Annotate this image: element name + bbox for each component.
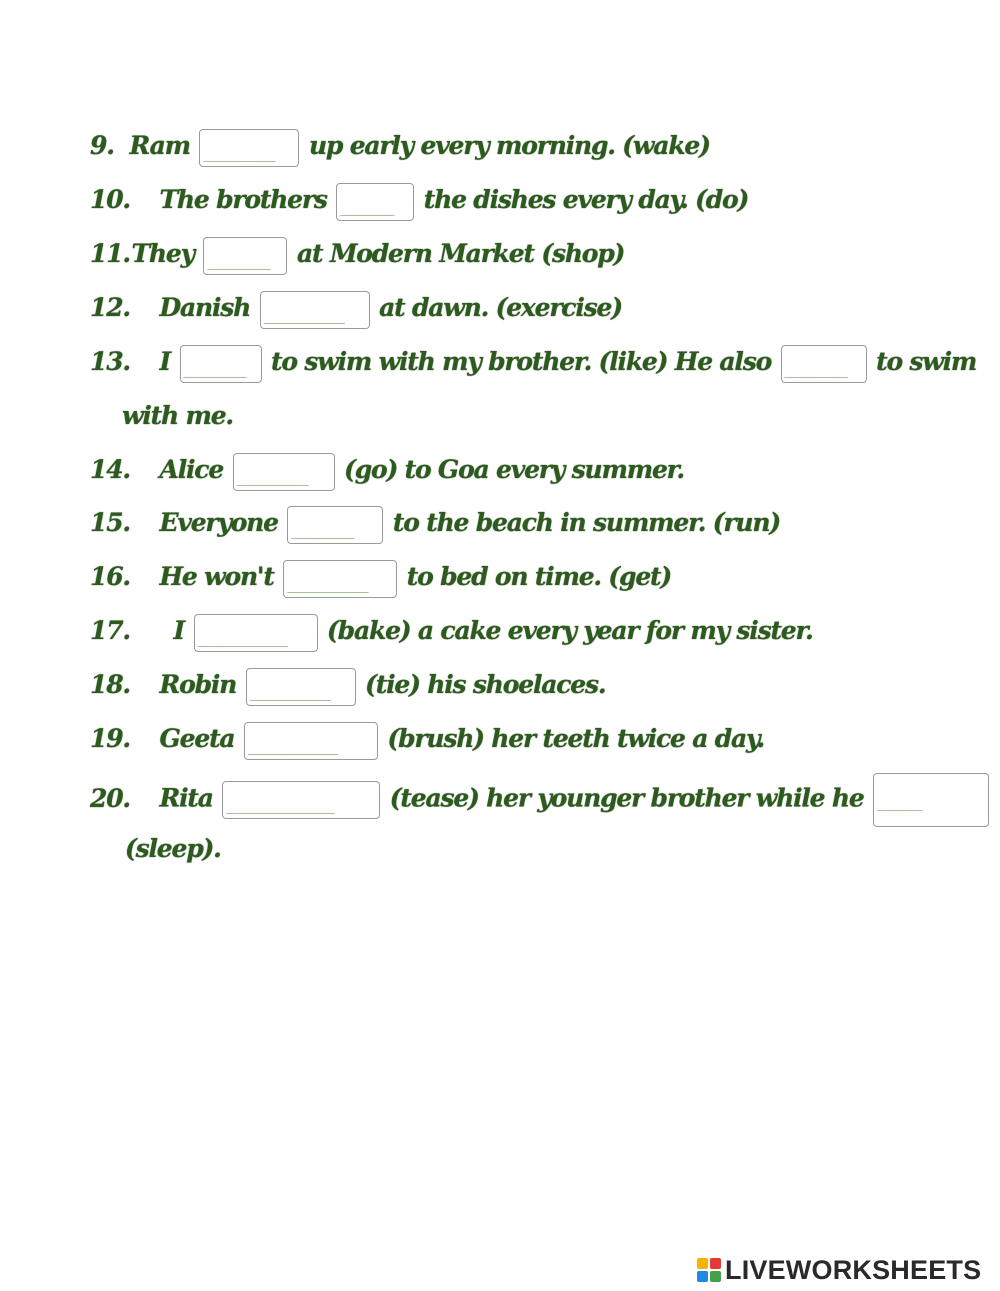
logo-square: [697, 1258, 708, 1269]
logo-square: [697, 1271, 708, 1282]
exercise-18: [90, 665, 605, 705]
exercise-text: to the beach in summer. (run): [392, 508, 780, 537]
exercise-text: (bake) a cake every year for my sister.: [327, 616, 813, 645]
exercise-text: I: [159, 347, 171, 376]
answer-input[interactable]: _________: [283, 560, 397, 598]
exercise-text: the dishes every day. (do): [423, 185, 749, 214]
exercise-text: to swim: [876, 347, 977, 376]
exercise-number: 16.: [90, 562, 130, 591]
answer-input[interactable]: ______: [336, 183, 414, 221]
answer-input[interactable]: _______: [287, 506, 383, 544]
exercise-text: to bed on time. (get): [406, 562, 672, 591]
exercise-text: I: [173, 616, 185, 645]
exercise-number: 13.: [90, 347, 130, 376]
exercise-9: [90, 126, 710, 166]
exercise-text: Rita: [159, 783, 213, 813]
exercise-number: 19.: [90, 724, 130, 753]
answer-input[interactable]: _______: [203, 237, 287, 275]
answer-input[interactable]: __________: [194, 614, 318, 652]
exercise-number: 17.: [90, 616, 130, 645]
exercise-13-continued: [122, 396, 233, 436]
logo-square: [710, 1271, 721, 1282]
exercise-text: Geeta: [159, 724, 235, 753]
exercise-text: The brothers: [159, 185, 327, 214]
exercise-text: (tease) her younger brother while he: [389, 783, 864, 813]
exercise-number: 9.: [90, 131, 114, 160]
exercise-text: up early every morning. (wake): [308, 131, 710, 160]
exercise-text: (sleep).: [125, 834, 221, 863]
exercise-12: [90, 288, 622, 328]
liveworksheets-logo-icon: [697, 1258, 721, 1282]
exercise-text: at Modern Market (shop): [296, 239, 625, 268]
exercise-number: 18.: [90, 670, 130, 699]
logo-text: LIVEWORKSHEETS: [725, 1254, 982, 1285]
answer-input[interactable]: ________: [233, 453, 335, 491]
answer-input[interactable]: __________: [244, 722, 378, 760]
exercise-text: Robin: [159, 670, 237, 699]
exercise-20-continued: [125, 829, 221, 869]
exercise-text: at dawn. (exercise): [379, 293, 622, 322]
exercise-number: 15.: [90, 508, 130, 537]
exercise-number: 14.: [90, 455, 130, 484]
exercise-text: (brush) her teeth twice a day.: [387, 724, 764, 753]
answer-input[interactable]: _________: [260, 291, 370, 329]
exercise-number: 12.: [90, 293, 130, 322]
exercise-text: Danish: [159, 293, 251, 322]
exercise-20: [90, 773, 991, 813]
exercise-text: (tie) his shoelaces.: [365, 670, 606, 699]
answer-input[interactable]: _________: [246, 668, 356, 706]
exercise-11: [90, 234, 624, 274]
exercise-13: [90, 342, 976, 382]
exercise-15: [90, 503, 780, 543]
liveworksheets-logo[interactable]: [697, 1255, 981, 1285]
exercise-19: [90, 719, 764, 759]
exercise-10: [90, 180, 748, 220]
exercise-text: They: [131, 239, 194, 268]
exercise-number: 10.: [90, 185, 130, 214]
exercise-16: [90, 557, 671, 597]
answer-input[interactable]: _______: [781, 345, 867, 383]
exercise-text: with me.: [122, 401, 233, 430]
exercise-text: He won't: [159, 562, 274, 591]
answer-input[interactable]: _______: [180, 345, 262, 383]
exercise-text: (go) to Goa every summer.: [344, 455, 684, 484]
exercise-number: 11.: [90, 239, 130, 268]
exercise-text: Alice: [159, 455, 224, 484]
exercise-14: [90, 450, 684, 490]
answer-input[interactable]: _____: [873, 773, 989, 827]
logo-square: [710, 1258, 721, 1269]
answer-input[interactable]: ________: [199, 129, 299, 167]
exercise-text: Ram: [129, 131, 190, 160]
exercise-17: [90, 611, 813, 651]
exercise-number: 20.: [90, 783, 130, 813]
exercise-text: to swim with my brother. (like) He also: [271, 347, 772, 376]
answer-input[interactable]: ____________: [222, 781, 380, 819]
exercise-text: Everyone: [159, 508, 278, 537]
